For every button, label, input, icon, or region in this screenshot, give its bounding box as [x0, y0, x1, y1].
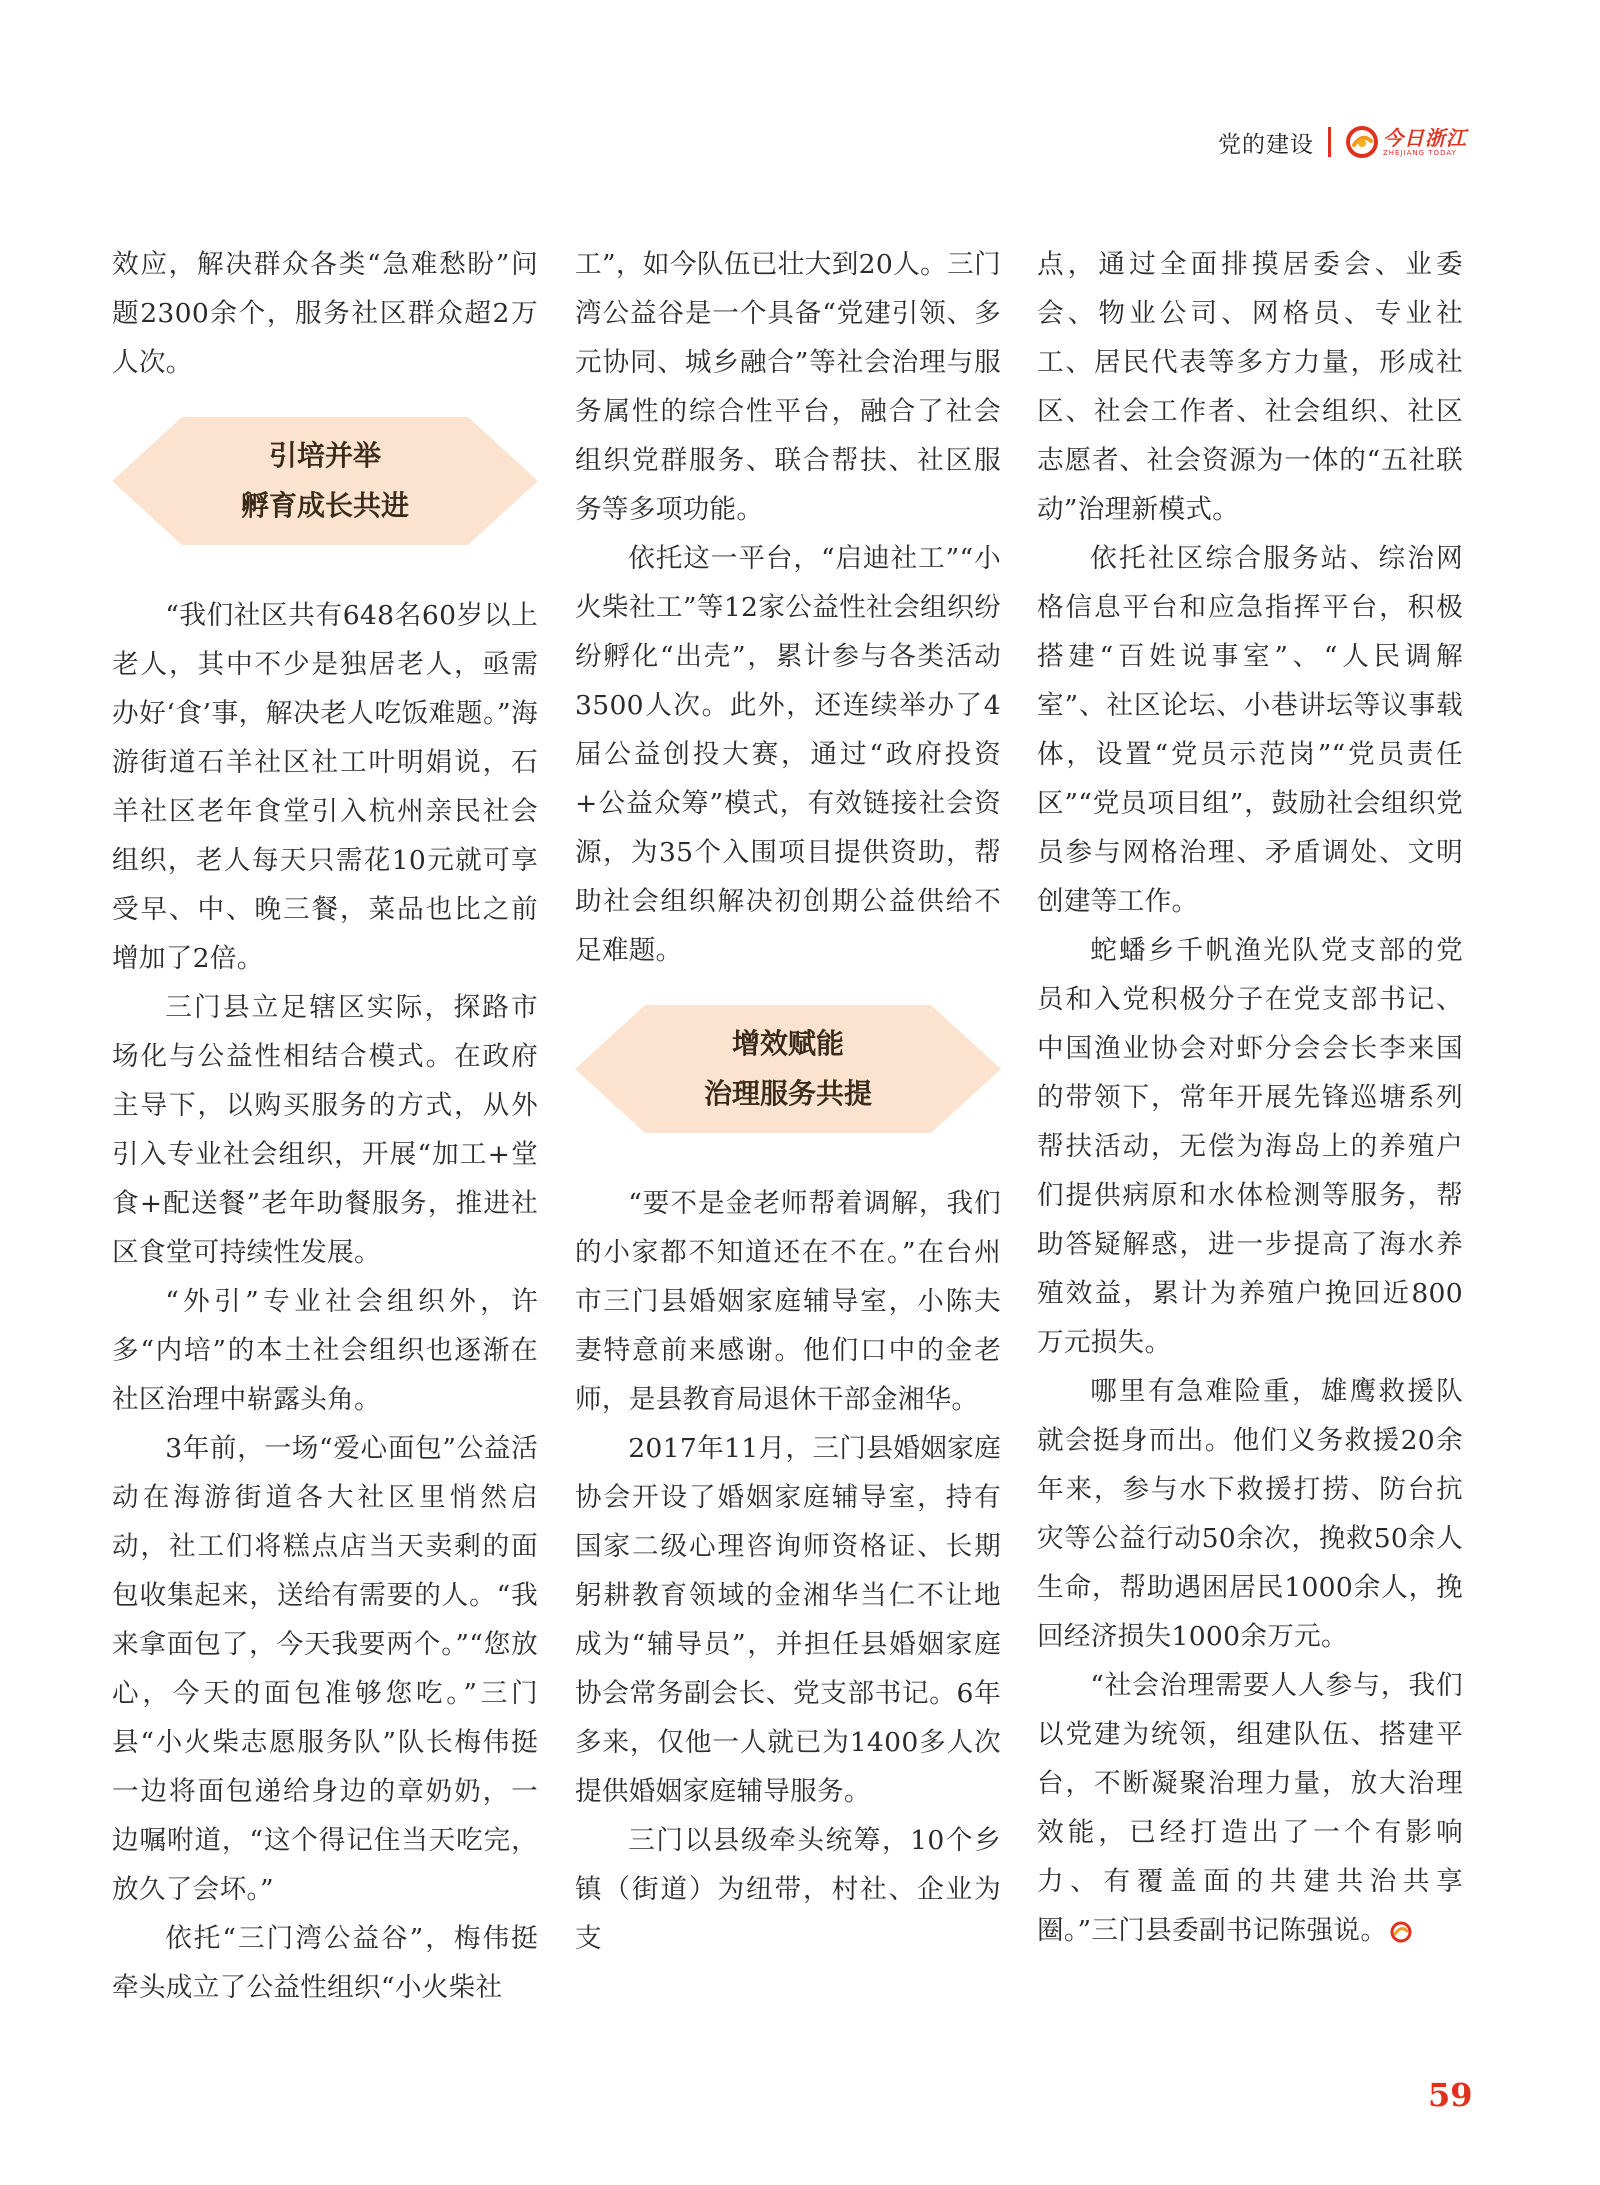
- column-3: [1037, 240, 1463, 1955]
- banner-title-line1: 引培并举: [268, 439, 381, 472]
- paragraph: 哪里有急难险重，雄鹰救援队就会挺身而出。他们义务救援20余年来，参与水下救援打捞、防台抗灾等公益行动50余次，挽救50余人生命，帮助遇困居民1000余人，挽回经济损失1000余万元。: [1037, 1376, 1463, 1652]
- column-2: [575, 240, 1001, 1963]
- banner-title-line2: 治理服务共提: [703, 1077, 872, 1110]
- paragraph: 工”，如今队伍已壮大到20人。三门湾公益谷是一个具备“党建引领、多元协同、城乡融合”等社会治理与服务属性的综合性平台，融合了社会组织党群服务、联合帮扶、社区服务等多项功能。: [575, 249, 1001, 525]
- column-1: [112, 240, 538, 2012]
- paragraph: 三门县立足辖区实际，探路市场化与公益性相结合模式。在政府主导下，以购买服务的方式，从外引入专业社会组织，开展“加工+堂食+配送餐”老年助餐服务，推进社区食堂可持续性发展。: [112, 992, 538, 1268]
- header-divider: [1328, 127, 1331, 157]
- paragraph: “外引”专业社会组织外，许多“内培”的本土社会组织也逐渐在社区治理中崭露头角。: [112, 1286, 538, 1415]
- paragraph: 蛇蟠乡千帆渔光队党支部的党员和入党积极分子在党支部书记、中国渔业协会对虾分会会长李来国的带领下，常年开展先锋巡塘系列帮扶活动，无偿为海岛上的养殖户们提供病原和水体检测等服务，帮助答疑解惑，进一步提高了海水养殖效益，累计为养殖户挽回近800万元损失。: [1037, 935, 1463, 1358]
- swirl-logo-icon: [1345, 125, 1379, 159]
- paragraph: 效应，解决群众各类“急难愁盼”问题2300余个，服务社区群众超2万人次。: [112, 249, 538, 378]
- end-mark-icon: [1389, 1920, 1413, 1944]
- brand-name-en: ZHEJIANG TODAY: [1383, 148, 1457, 157]
- banner-title-line2: 孵育成长共进: [240, 489, 409, 522]
- paragraph: “我们社区共有648名60岁以上老人，其中不少是独居老人，亟需办好‘食’事，解决老人吃饭难题。”海游街道石羊社区社工叶明娟说，石羊社区老年食堂引入杭州亲民社会组织，老人每天只需花10元就可享受早、中、晚三餐，菜品也比之前增加了2倍。: [112, 600, 538, 974]
- brand-name: 今日浙江: [1383, 125, 1467, 150]
- paragraph-text: “社会治理需要人人参与，我们以党建为统领，组建队伍、搭建平台，不断凝聚治理力量，放大治理效能，已经打造出了一个有影响力、有覆盖面的共建共治共享圈。”三门县委副书记陈强说。: [1037, 1670, 1463, 1946]
- brand-logo: [1345, 125, 1467, 159]
- paragraph-final: [1037, 1661, 1463, 1955]
- paragraph: “要不是金老师帮着调解，我们的小家都不知道还在不在。”在台州市三门县婚姻家庭辅导室，小陈夫妻特意前来感谢。他们口中的金老师，是县教育局退休干部金湘华。: [575, 1188, 1001, 1415]
- page-header: [1218, 118, 1467, 166]
- paragraph: 3年前，一场“爱心面包”公益活动在海游街道各大社区里悄然启动，社工们将糕点店当天卖剩的面包收集起来，送给有需要的人。“我来拿面包了，今天我要两个。”“您放心，今天的面包准够您吃。”三门县“小火柴志愿服务队”队长梅伟挺一边将面包递给身边的章奶奶，一边嘱咐道，“这个得记住当天吃完，放久了会坏。”: [112, 1433, 538, 1905]
- page-number: 59: [1428, 2076, 1473, 2114]
- section-banner-1: [112, 417, 538, 545]
- section-label: 党的建设: [1218, 131, 1314, 158]
- paragraph: 三门以县级牵头统筹，10个乡镇（街道）为纽带，村社、企业为支: [575, 1825, 1001, 1954]
- paragraph: 点，通过全面排摸居委会、业委会、物业公司、网格员、专业社工、居民代表等多方力量，形成社区、社会工作者、社会组织、社区志愿者、社会资源为一体的“五社联动”治理新模式。: [1037, 249, 1463, 525]
- paragraph: 依托这一平台，“启迪社工”“小火柴社工”等12家公益性社会组织纷纷孵化“出壳”，累计参与各类活动3500人次。此外，还连续举办了4届公益创投大赛，通过“政府投资+公益众筹”模式，有效链接社会资源，为35个入围项目提供资助，帮助社会组织解决初创期公益供给不足难题。: [575, 543, 1001, 966]
- paragraph: 2017年11月，三门县婚姻家庭协会开设了婚姻家庭辅导室，持有国家二级心理咨询师资格证、长期躬耕教育领域的金湘华当仁不让地成为“辅导员”，并担任县婚姻家庭协会常务副会长、党支部书记。6年多来，仅他一人就已为1400多人次提供婚姻家庭辅导服务。: [575, 1433, 1001, 1807]
- banner-title-line1: 增效赋能: [731, 1027, 844, 1060]
- paragraph: 依托“三门湾公益谷”，梅伟挺牵头成立了公益性组织“小火柴社: [112, 1923, 538, 2003]
- section-banner-2: [575, 1005, 1001, 1133]
- paragraph: 依托社区综合服务站、综治网格信息平台和应急指挥平台，积极搭建“百姓说事室”、“人民调解室”、社区论坛、小巷讲坛等议事载体，设置“党员示范岗”“党员责任区”“党员项目组”，鼓励社会组织党员参与网格治理、矛盾调处、文明创建等工作。: [1037, 543, 1463, 917]
